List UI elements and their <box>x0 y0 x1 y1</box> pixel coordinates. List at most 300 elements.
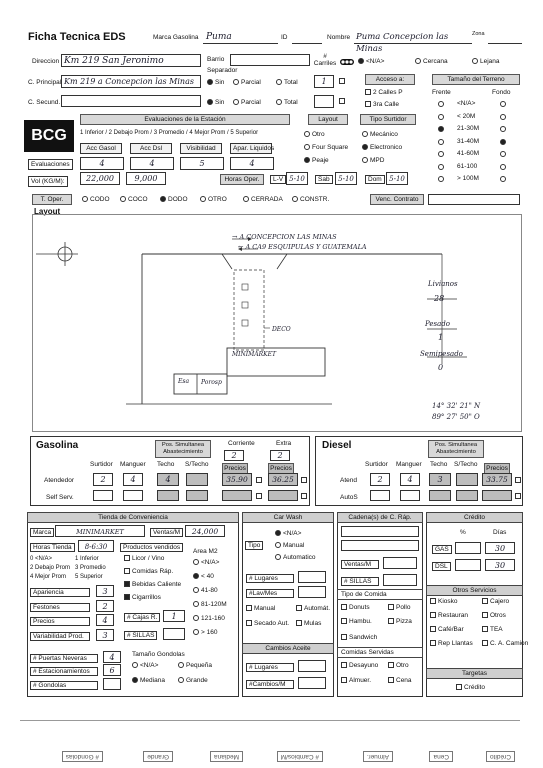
otros-4[interactable] <box>430 626 464 633</box>
mirror-item-3: # Cambios/M <box>277 751 323 762</box>
count-semipesado-value: 0 <box>438 363 444 372</box>
cadena-field-2[interactable] <box>341 540 419 551</box>
otros-6-marker[interactable] <box>430 640 436 646</box>
carriles-check[interactable] <box>339 78 345 84</box>
tienda-row-label-3: Variabilidad Prod. <box>30 632 90 641</box>
tienda-horas-field[interactable]: 8-6:30 <box>78 540 114 552</box>
id-label: ID <box>281 34 288 41</box>
carriles2-field[interactable] <box>314 95 334 108</box>
separador-total[interactable]: Total <box>276 79 298 86</box>
corriente-field[interactable]: 2 <box>224 450 244 461</box>
otros-0-text: Kiosko <box>438 598 458 605</box>
terreno-row-label-1: < 20M <box>457 112 476 120</box>
nombre-field[interactable]: Puma Concepcion las Minas <box>354 31 472 44</box>
terreno-row-label-3: 31-40M <box>457 137 480 145</box>
carriles2-check[interactable] <box>339 98 345 104</box>
gas-manguer-field[interactable]: 4 <box>123 473 143 486</box>
gas-precios-label-2: Precios <box>268 463 294 474</box>
tipo-comida-header: Tipo de Comida <box>337 589 423 600</box>
fondo-radio-2[interactable] <box>500 126 506 132</box>
layout-peaje[interactable]: Peaje <box>304 157 329 164</box>
id-field[interactable] <box>292 31 322 44</box>
count-livianos-value: 28 <box>434 294 445 303</box>
terreno-fondo: Fondo <box>492 89 511 96</box>
oper-opt-2[interactable] <box>160 196 188 203</box>
area-opt-0-text: <N/A> <box>201 559 220 566</box>
proximity-cercana[interactable]: Cercana <box>415 58 448 65</box>
area-opt-0-marker[interactable] <box>193 559 199 565</box>
prod-0-marker[interactable] <box>124 555 130 561</box>
cadena-ventas-field[interactable] <box>383 557 417 569</box>
area-opt-4[interactable] <box>193 615 225 622</box>
autos-precio-check[interactable] <box>515 493 521 499</box>
serv-cena[interactable]: Cena <box>388 677 412 684</box>
area-opt-3[interactable] <box>193 601 227 608</box>
dsl-col-manguer: Manguer <box>396 461 422 468</box>
neveras-field[interactable]: 4 <box>103 651 121 663</box>
tienda-marca-field[interactable]: MINIMARKET <box>55 525 145 537</box>
oper-opt-3-marker[interactable] <box>200 196 206 202</box>
eval-col-2: Visibilidad <box>180 143 222 154</box>
oper-opt-3-text: OTRO <box>208 196 227 203</box>
credito-dias-label: Días <box>493 529 507 536</box>
zona-field[interactable] <box>488 31 522 44</box>
otros-7[interactable] <box>482 640 528 647</box>
layout-note-concepcion: → A CONCEPCION LAS MINAS <box>232 233 337 241</box>
separador2-total[interactable]: Total <box>276 99 298 106</box>
prod-0-text: Licor / Vino <box>132 555 165 562</box>
cadena-ventas-label: Ventas/M <box>341 560 379 569</box>
separador2-parcial[interactable]: Parcial <box>233 99 261 106</box>
diesel-title: Diesel <box>322 440 352 451</box>
surtidor-electronico[interactable]: Electronico <box>362 144 402 151</box>
otros-4-marker[interactable] <box>430 626 436 632</box>
surtidor-mecanico[interactable]: Mecánico <box>362 131 398 138</box>
area-opt-1-marker[interactable] <box>193 573 199 579</box>
otros-2-text: Restauran <box>438 612 468 619</box>
vol-label: Vol (KG/M): <box>28 176 68 187</box>
dsl-precio-field[interactable]: 33.75 <box>482 473 512 486</box>
separador-sin[interactable]: Sin <box>207 79 224 86</box>
frente-radio-1[interactable] <box>438 114 444 120</box>
cadena-sillas-field[interactable] <box>383 574 417 586</box>
horas-dom-field[interactable]: 5-10 <box>386 172 408 185</box>
tienda-row-label-2: Precios <box>30 617 90 626</box>
cajas-field[interactable]: 1 <box>163 610 185 622</box>
self-stecho-field[interactable] <box>186 490 208 501</box>
area-opt-0[interactable] <box>193 559 219 566</box>
cambios-mes-label: #Cambios/M <box>246 680 294 689</box>
otros-2-marker[interactable] <box>430 612 436 618</box>
layout-long: 89° 27' 50" O <box>432 413 480 421</box>
prod-2[interactable] <box>124 581 181 588</box>
otros-0-marker[interactable] <box>430 598 436 604</box>
credito-pct-label: % <box>460 529 466 536</box>
oper-opt-5[interactable] <box>292 196 329 203</box>
self-precio-1[interactable] <box>222 490 252 501</box>
nombre-label: Nombre <box>327 34 351 41</box>
acceso-2calles[interactable]: 2 Calles P <box>365 89 403 96</box>
surtidor-header: Tipo Surtidor <box>360 114 416 125</box>
carwash-lugares-label: # Lugares <box>246 574 294 583</box>
self-precio-2[interactable] <box>268 490 298 501</box>
cambios-lugares-label: # Lugares <box>246 663 294 672</box>
gas-precio-check-1[interactable] <box>256 477 262 483</box>
mirror-item-2: Almuer. <box>363 751 393 762</box>
gond-grande[interactable]: Grande <box>178 677 208 684</box>
estac-field[interactable]: 6 <box>103 664 121 676</box>
gas-col-stecho: S/Techo <box>185 461 209 468</box>
autos-precio-field[interactable] <box>482 490 512 501</box>
comida-pizza[interactable]: Pizza <box>388 618 412 625</box>
count-pesado-value: 1 <box>438 333 444 342</box>
gondolas-field[interactable] <box>103 678 121 690</box>
acceso-3ra[interactable]: 3ra Calle <box>365 101 399 108</box>
oper-opt-1-marker[interactable] <box>120 196 126 202</box>
count-semipesado-label: Semipesado <box>420 350 463 358</box>
horas-header: Horas Oper. <box>220 174 264 185</box>
frente-radio-3[interactable] <box>438 139 444 145</box>
cadena-header: Cadena(s) de C. Ráp. <box>337 512 423 523</box>
otros-1-marker[interactable] <box>482 598 488 604</box>
autos-surtidor-field[interactable] <box>370 490 390 501</box>
oper-opt-4-text: CERRADA <box>251 196 283 203</box>
otros-7-marker[interactable] <box>482 640 488 646</box>
area-opt-5[interactable] <box>193 629 217 636</box>
form-title: Ficha Tecnica EDS <box>28 31 126 43</box>
page-divider <box>20 720 520 721</box>
otros-0[interactable] <box>430 598 458 605</box>
tienda-row-label-0: Apariencia <box>30 588 90 597</box>
proximity-lejana[interactable]: Lejana <box>472 58 500 65</box>
evaluaciones-scale: 1 Inferior / 2 Debajo Prom / 3 Promedio / 4 Mejor Prom / 5 Superior <box>80 130 259 136</box>
dsl-manguer-field[interactable]: 4 <box>400 473 420 486</box>
oper-opt-2-marker[interactable] <box>160 196 166 202</box>
gas-col-techo: Techo <box>157 461 175 468</box>
targetas-credito[interactable]: Crédito <box>456 684 485 691</box>
dsl-techo-field[interactable]: 3 <box>429 473 451 486</box>
tienda-marca-label: Marca <box>30 528 54 537</box>
self-techo-field[interactable] <box>157 490 179 501</box>
area-opt-5-text: > 160 <box>201 629 218 636</box>
layout-otro[interactable]: Otro <box>304 131 325 138</box>
layout-edeco: DECO <box>272 326 291 333</box>
tienda-sillas-label: # SILLAS <box>124 631 157 640</box>
prod-3-text: Cigarrillos <box>132 594 161 601</box>
otros-header: Otros Servicios <box>426 585 523 596</box>
carwash-mulas-chk[interactable]: Mulas <box>296 620 321 627</box>
area-opt-5-marker[interactable] <box>193 629 199 635</box>
credito-dsl-dias[interactable]: 30 <box>485 559 515 571</box>
dsl-col-surtidor: Surtidor <box>365 461 388 468</box>
terreno-header: Tamaño del Terreno <box>432 74 520 85</box>
direccion-field[interactable]: Km 219 San Jeronimo <box>61 54 201 67</box>
carwash-tipo-label: Tipo <box>245 541 263 550</box>
otros-3-marker[interactable] <box>482 612 488 618</box>
comida-hambu[interactable]: Hambu. <box>341 618 372 625</box>
gond-pequena[interactable]: Pequeña <box>178 662 212 669</box>
oper-opt-4[interactable] <box>243 196 283 203</box>
area-label: Area M2 <box>193 548 218 555</box>
dsl-precio-check[interactable] <box>515 477 521 483</box>
credito-dsl-label: DSL <box>432 562 451 571</box>
direccion-label: Direccion <box>32 58 60 65</box>
separador-parcial[interactable]: Parcial <box>233 79 261 86</box>
autos-stecho-field[interactable] <box>456 490 478 501</box>
cambios-mes-field[interactable] <box>298 677 326 689</box>
productos-label: Productos vendidos <box>120 543 183 552</box>
eval-col-0: Acc Gasol <box>80 143 122 154</box>
area-opt-3-marker[interactable] <box>193 601 199 607</box>
cadena-sillas-label: # SILLAS <box>341 577 379 586</box>
marca-field[interactable]: Puma <box>203 31 278 44</box>
horas-sab-label: Sab <box>315 175 333 184</box>
acceso-header: Acceso a: <box>365 74 415 85</box>
eval-value-0[interactable]: 4 <box>80 157 124 170</box>
prod-0[interactable] <box>124 555 164 562</box>
tam-gondolas-label: Tamaño Gondolas <box>132 651 185 658</box>
tienda-scale-3: 3 Promedio <box>75 565 106 571</box>
prod-3-marker[interactable] <box>124 594 130 600</box>
mirrored-footer <box>28 744 523 768</box>
layout-note-ca9: ← A CA9 ESQUIPULAS Y GUATEMALA <box>238 243 367 251</box>
oper-opt-5-text: CONSTR. <box>300 196 330 203</box>
fondo-radio-1[interactable] <box>500 114 506 120</box>
area-opt-1[interactable] <box>193 573 214 580</box>
fondo-radio-4[interactable] <box>500 151 506 157</box>
terreno-row-label-6: > 100M <box>457 175 479 182</box>
surtidor-mpd[interactable]: MPD <box>362 157 384 164</box>
oper-opt-2-text: DODO <box>168 196 188 203</box>
credito-header: Crédito <box>426 512 523 523</box>
self-precio-check-2[interactable] <box>301 493 307 499</box>
otros-2[interactable] <box>430 612 468 619</box>
frente-radio-6[interactable] <box>438 176 444 182</box>
c-principal-field[interactable]: Km 219 a Concepcion las Minas <box>61 75 201 88</box>
frente-radio-0[interactable] <box>438 101 444 107</box>
fondo-radio-5[interactable] <box>500 164 506 170</box>
vol-dsl-field[interactable]: 9,000 <box>126 172 166 185</box>
comida-pollo[interactable]: Pollo <box>388 604 410 611</box>
credito-dsl-pct[interactable] <box>455 559 481 571</box>
fondo-radio-0[interactable] <box>500 101 506 107</box>
extra-field[interactable]: 2 <box>270 450 290 461</box>
gondolas-label: # Gondolas <box>30 681 98 690</box>
oper-opt-5-marker[interactable] <box>292 196 298 202</box>
serv-almuer[interactable]: Almuer. <box>341 677 371 684</box>
extra-label: Extra <box>276 440 292 447</box>
area-opt-4-marker[interactable] <box>193 615 199 621</box>
terreno-row-label-2: 21-30M <box>457 125 480 132</box>
oper-opt-0-marker[interactable] <box>82 196 88 202</box>
vol-gas-field[interactable]: 22,000 <box>80 172 120 185</box>
mirror-item-5: Grande <box>143 751 173 762</box>
layout-minimarket: MINIMARKET <box>232 351 276 358</box>
barrio-label: Barrio <box>207 56 225 63</box>
comida-donuts[interactable]: Donuts <box>341 604 370 611</box>
gasolina-title: Gasolina <box>36 440 79 451</box>
targetas-header: Targetas <box>426 668 523 679</box>
oper-opt-1[interactable] <box>120 196 148 203</box>
terreno-row-label-4: 41-60M <box>457 150 480 157</box>
separador2-sin[interactable]: Sin <box>207 99 224 106</box>
terreno-row-label-0: <N/A> <box>457 100 476 107</box>
serv-otro[interactable]: Otro <box>388 662 409 669</box>
credito-gas-dias[interactable]: 30 <box>485 542 515 554</box>
gasolina-pos-sim: Pos. Simultanea Abastecimiento <box>155 440 211 458</box>
carwash-manual-chk[interactable]: Manual <box>246 605 275 612</box>
carwash-lav-field[interactable] <box>298 586 326 598</box>
atendedor-label: Atendedor <box>44 477 74 484</box>
bcg-logo: BCG <box>24 120 74 152</box>
frente-radio-2[interactable] <box>438 126 444 132</box>
venc-contrato-field[interactable] <box>428 194 520 205</box>
carwash-secado-chk[interactable]: Secado Aut. <box>246 620 289 627</box>
carwash-manual[interactable]: Manual <box>275 542 304 549</box>
area-opt-2-marker[interactable] <box>193 587 199 593</box>
oper-opt-4-marker[interactable] <box>243 196 249 202</box>
fondo-radio-3[interactable] <box>500 139 506 145</box>
carwash-lugares-field[interactable] <box>298 571 326 583</box>
carwash-lav-label: #Lav/Mes <box>246 589 294 598</box>
otros-5[interactable] <box>482 626 503 633</box>
self-precio-check-1[interactable] <box>256 493 262 499</box>
mirror-item-6: # Gondolas <box>62 751 103 762</box>
autos-label: AutoS <box>340 494 358 501</box>
self-manguer-field[interactable] <box>123 490 143 501</box>
tienda-header: Tienda de Conveniencia <box>27 512 239 523</box>
gas-precio-check-2[interactable] <box>301 477 307 483</box>
eval-value-1[interactable]: 4 <box>130 157 174 170</box>
self-serv-label: Self Serv. <box>46 494 74 501</box>
gas-stecho-field[interactable] <box>186 473 208 486</box>
otros-3[interactable] <box>482 612 506 619</box>
carwash-autom-chk[interactable]: Automát. <box>296 605 330 612</box>
gas-col-manguer: Manguer <box>120 461 146 468</box>
credito-gas-pct[interactable] <box>455 542 481 554</box>
horas-dom-label: Dom <box>365 175 385 184</box>
dsl-col-techo: Techo <box>430 461 448 468</box>
gond-mediana[interactable]: Mediana <box>132 677 165 684</box>
otros-5-marker[interactable] <box>482 626 488 632</box>
area-opt-4-text: 121-160 <box>201 615 225 622</box>
cajas-label: # Cajas R. <box>124 613 160 622</box>
credito-gas-label: GAS <box>432 545 452 554</box>
eval-value-3[interactable]: 4 <box>230 157 274 170</box>
horas-lv-label: L-V <box>270 175 286 184</box>
tienda-sillas-field[interactable] <box>163 628 185 640</box>
servidas-header: Comidas Servidas <box>337 647 423 658</box>
mirror-item-4: Mediana <box>210 751 243 762</box>
carwash-automatico[interactable]: Automatico <box>275 554 316 561</box>
separador-label: Separador <box>207 67 238 74</box>
eval-col-3: Apar. Liquidos <box>230 143 272 154</box>
operacion-header: T. Oper. <box>32 194 72 205</box>
otros-5-text: TEA <box>490 626 503 633</box>
carriles-field[interactable]: 1 <box>314 75 334 88</box>
prod-3[interactable] <box>124 594 161 601</box>
cadena-field-1[interactable] <box>341 526 419 537</box>
evaluaciones-row-label: Evaluaciones <box>28 159 73 170</box>
estac-label: # Estacionamientos <box>30 667 98 676</box>
oper-opt-0[interactable] <box>82 196 110 203</box>
horas-lv-field[interactable]: 5-10 <box>286 172 308 185</box>
tienda-scale-0: 0 <N/A> <box>30 556 53 562</box>
cambios-lugares-field[interactable] <box>298 660 326 672</box>
gond-na[interactable]: <N/A> <box>132 662 158 669</box>
otros-4-text: Café/Bar <box>438 626 464 633</box>
oper-opt-3[interactable] <box>200 196 227 203</box>
dsl-col-stecho: S/Techo <box>454 461 478 468</box>
autos-manguer-field[interactable] <box>400 490 420 501</box>
layout-four-square[interactable]: Four Square <box>304 144 348 151</box>
serv-desayuno[interactable]: Desayuno <box>341 662 378 669</box>
gas-surtidor-field[interactable]: 2 <box>93 473 113 486</box>
gas-precio-extra[interactable]: 36.25 <box>268 473 298 486</box>
tienda-row-value-1[interactable]: 2 <box>96 600 114 612</box>
prod-2-text: Bebidas Caliente <box>132 581 182 588</box>
tienda-row-value-2[interactable]: 4 <box>96 614 114 626</box>
oper-opt-0-text: CODO <box>90 196 110 203</box>
otros-6[interactable] <box>430 640 473 647</box>
eval-value-2[interactable]: 5 <box>180 157 224 170</box>
dsl-stecho-field[interactable] <box>456 473 478 486</box>
otros-3-text: Otros <box>490 612 506 619</box>
neveras-label: # Puertas Neveras <box>30 654 98 663</box>
diesel-pos-sim: Pos. Simultanea Abastecimiento <box>428 440 484 458</box>
prod-1[interactable] <box>124 568 173 575</box>
venc-contrato-header: Venc. Contrato <box>370 194 424 205</box>
tienda-horas-label: Horas Tienda <box>30 543 75 552</box>
oper-opt-1-text: COCO <box>128 196 148 203</box>
corriente-label: Corriente <box>228 440 255 447</box>
cambios-header: Cambios Aceite <box>242 643 334 654</box>
layout-title: Layout <box>34 207 61 216</box>
area-opt-2[interactable] <box>193 587 218 594</box>
proximity-na[interactable]: <N/A> <box>358 58 384 65</box>
tienda-row-value-3[interactable]: 3 <box>96 629 114 641</box>
layout-esa: Esa <box>178 378 190 385</box>
otros-6-text: Rep Llantas <box>438 640 473 647</box>
tienda-ventas-label: Ventas/M <box>150 528 183 537</box>
gas-precio-corriente[interactable]: 35.90 <box>222 473 252 486</box>
gas-techo-field[interactable]: 4 <box>157 473 179 486</box>
horas-sab-field[interactable]: 5-10 <box>335 172 357 185</box>
prod-1-text: Comidas Ráp. <box>132 568 174 575</box>
fondo-radio-6[interactable] <box>500 176 506 182</box>
layout-poroso: Porosp <box>201 379 222 386</box>
comida-sandwich[interactable]: Sandwich <box>341 634 377 641</box>
area-opt-2-text: 41-80 <box>201 587 218 594</box>
self-surtidor-field[interactable] <box>93 490 113 501</box>
frente-radio-5[interactable] <box>438 164 444 170</box>
frente-radio-4[interactable] <box>438 151 444 157</box>
dsl-surtidor-field[interactable]: 2 <box>370 473 390 486</box>
marca-label: Marca Gasolina <box>153 34 199 41</box>
area-opt-3-text: 81-120M <box>201 601 227 608</box>
c-secund-field[interactable] <box>61 95 201 107</box>
autos-techo-field[interactable] <box>429 490 451 501</box>
prod-1-marker[interactable] <box>124 568 130 574</box>
carwash-na[interactable]: <N/A> <box>275 530 301 537</box>
tienda-ventas-field[interactable]: 24,000 <box>185 525 225 537</box>
prod-2-marker[interactable] <box>124 581 130 587</box>
tienda-row-value-0[interactable]: 3 <box>96 585 114 597</box>
otros-1[interactable] <box>482 598 509 605</box>
barrio-field[interactable] <box>230 54 310 66</box>
count-pesado-label: Pesado <box>425 320 450 328</box>
mirror-item-1: Cena <box>429 751 453 762</box>
